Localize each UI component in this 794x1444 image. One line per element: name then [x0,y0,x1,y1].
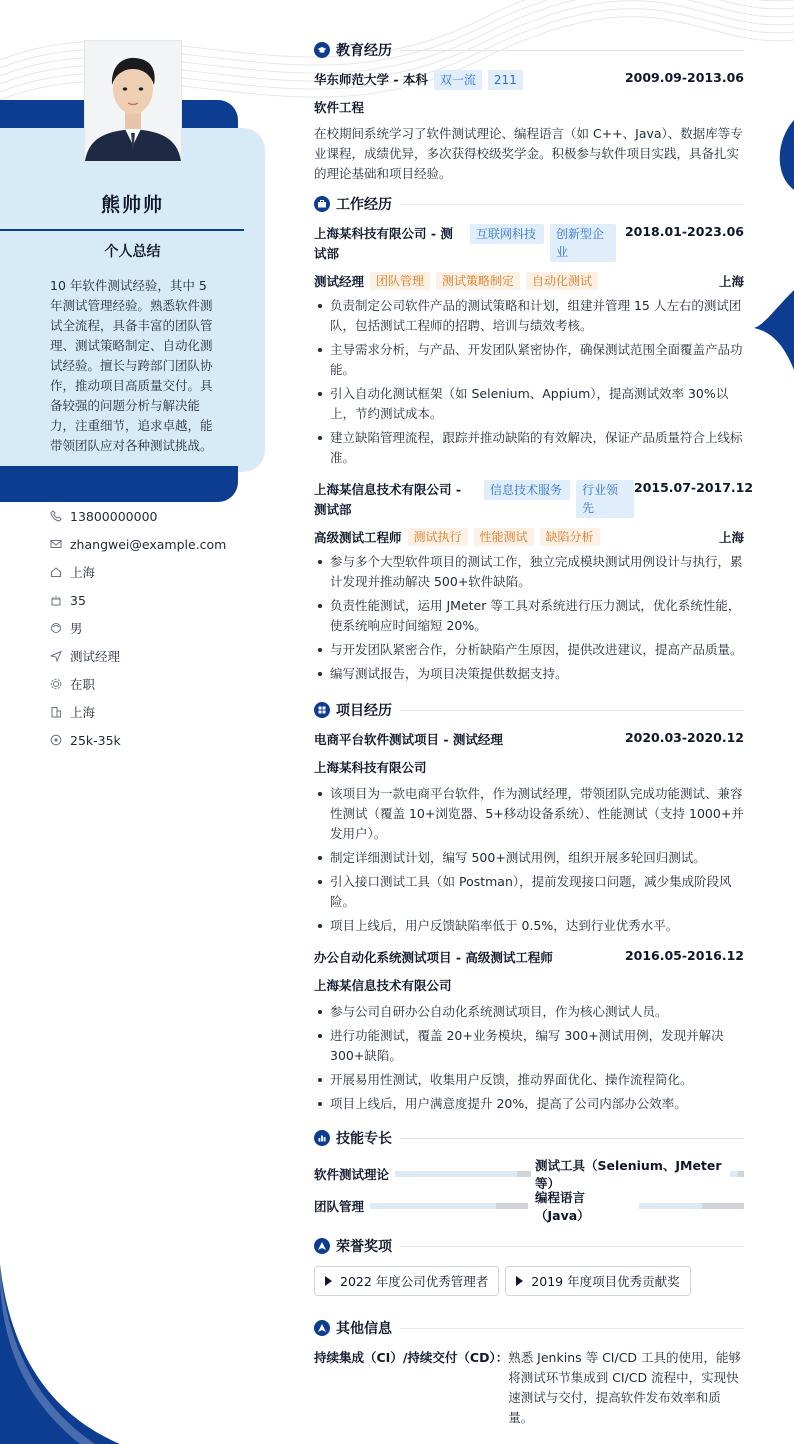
section-divider [400,1138,744,1139]
project-1-name: 电商平台软件测试项目 - 测试经理 [314,732,503,747]
skill-bar-fill [730,1171,738,1177]
project-2-name: 办公自动化系统测试项目 - 高级测试工程师 [314,950,553,965]
info-icon [314,1320,330,1336]
contact-position [50,642,270,670]
work-item-1-bullets [314,296,744,468]
contact-gender [50,614,270,642]
work-header [314,192,744,216]
skill-bar [370,1203,528,1209]
other-key: 持续集成（CI）/持续交付（CD）： [314,1350,509,1365]
skill-bar-fill [395,1171,517,1177]
project-2-head [314,948,744,966]
graduation-cap-icon [314,42,330,58]
projects-header [314,698,744,722]
project-1-head [314,730,744,748]
contact-work-city-value: 上海 [70,705,96,720]
work-section [314,192,754,684]
skill-name: 编程语言（Java） [535,1190,590,1223]
status-icon [50,678,62,690]
section-divider [400,204,744,205]
skills-header [314,1126,744,1150]
project-1-bullets [314,784,744,936]
education-date: 2009.09-2013.06 [624,70,744,85]
award-icon [314,1238,330,1254]
award-label: 2022 年度公司优秀管理者 [340,1274,489,1289]
gender-icon [50,622,62,634]
section-divider [400,710,744,711]
project-2-company: 上海某信息技术有限公司 [314,978,452,993]
project-1-company: 上海某科技有限公司 [314,760,427,775]
contact-age [50,586,270,614]
work-item-1-tag: 创新型企业 [550,224,616,262]
award-label: 2019 年度项目优秀贡献奖 [531,1274,680,1289]
work-item-2-head [314,480,754,520]
work-item-2-role-row [314,528,744,546]
work-item-1-role: 测试经理 [314,274,365,289]
work-title: 工作经历 [336,197,392,213]
work-item-2-date: 2015.07-2017.12 [634,480,754,495]
skills-title: 技能专长 [336,1131,392,1147]
award-item [314,1266,499,1296]
briefcase-icon [314,196,330,212]
work-item-2-role-tag: 测试执行 [408,528,468,546]
home-icon [50,566,62,578]
education-school-group [314,70,523,90]
other-row [314,1348,744,1428]
other-header [314,1316,744,1340]
work-item-2-role-group [314,528,600,546]
list-item: 引入接口测试工具（如 Postman），提前发现接口问题，减少集成阶段风险。 [314,872,744,912]
contact-status-value: 在职 [70,677,96,692]
education-tag: 211 [488,70,523,90]
play-icon [516,1276,523,1286]
awards-section [314,1234,744,1296]
age-icon [50,594,62,606]
contact-phone-value: 13800000000 [70,508,158,524]
list-item: 引入自动化测试框架（如 Selenium、Appium），提高测试效率 30%以上，节约测试成本。 [314,384,744,424]
contact-email [50,530,270,558]
send-icon [50,650,62,662]
list-item: 参与多个大型软件项目的测试工作，独立完成模块测试用例设计与执行，累计发现并推动解决 500+软件缺陷。 [314,552,744,592]
list-item: 项目上线后，用户满意度提升 20%，提高了公司内部办公效率。 [314,1094,744,1114]
work-item-2-role-tag: 缺陷分析 [540,528,600,546]
candidate-name: 熊帅帅 [100,194,164,216]
summary-title: 个人总结 [104,244,161,260]
skills-section [314,1126,744,1222]
section-divider [400,50,744,51]
work-item-1-company-group [314,224,616,264]
education-major [314,98,744,116]
grid-icon [314,702,330,718]
avatar [84,40,182,162]
contact-residence-value: 上海 [70,565,96,580]
salary-icon [50,734,62,746]
work-item-2-role-tag: 性能测试 [474,528,534,546]
list-item: 开展易用性测试，收集用户反馈，推动界面优化、操作流程简化。 [314,1070,744,1090]
work-item-1-tag: 互联网科技 [470,224,544,244]
list-item: 与开发团队紧密合作，分析缺陷产生原因，提供改进建议，提高产品质量。 [314,640,744,660]
work-item-1-role-tag: 团队管理 [370,272,430,290]
contact-list [50,502,270,754]
education-row [314,70,744,90]
list-item: 编写测试报告，为项目决策提供数据支持。 [314,664,744,684]
awards-list [314,1266,744,1296]
list-item: 项目上线后，用户反馈缺陷率低于 0.5%，达到行业优秀水平。 [314,916,744,936]
play-icon [325,1276,332,1286]
contact-gender-value: 男 [70,621,83,636]
contact-position-value: 测试经理 [70,649,121,664]
work-item-1-date: 2018.01-2023.06 [624,224,744,239]
decorative-right-shape [754,80,794,380]
contact-age-value: 35 [70,592,86,608]
building-icon [50,706,62,718]
phone-icon [50,510,62,522]
other-section [314,1316,744,1428]
project-2-bullets [314,1002,744,1114]
work-item-2-bullets [314,552,744,684]
contact-residence [50,558,270,586]
skill-name: 测试工具（Selenium、JMeter 等） [535,1158,722,1191]
skills-list [314,1158,744,1222]
education-section [314,38,744,184]
skill-bar [395,1171,531,1177]
work-item-2-tag: 行业领先 [576,480,634,518]
work-item-2-tag: 信息技术服务 [484,480,570,500]
contact-phone [50,502,270,530]
list-item: 主导需求分析，与产品、开发团队紧密协作，确保测试范围全面覆盖产品功能。 [314,340,744,380]
other-title: 其他信息 [336,1321,392,1337]
work-item-1-head [314,224,744,264]
work-item-1-role-tag: 测试策略制定 [436,272,520,290]
awards-title: 荣誉奖项 [336,1239,392,1255]
right-column [314,38,754,1428]
education-desc: 在校期间系统学习了软件测试理论、编程语言（如 C++、Java）、数据库等专业课程，成绩优异，多次获得校级奖学金。积极参与软件项目实践，具备扎实的理论基础和项目经验。 [314,126,743,181]
skill-bar [639,1203,744,1209]
list-item: 制定详细测试计划，编写 500+测试用例，组织开展多轮回归测试。 [314,848,744,868]
award-item [505,1266,690,1296]
skill-item [535,1190,744,1222]
work-item-2-city: 上海 [718,530,744,545]
list-item: 参与公司自研办公自动化系统测试项目，作为核心测试人员。 [314,1002,744,1022]
skill-item [314,1158,535,1190]
list-item: 负责制定公司软件产品的测试策略和计划，组建并管理 15 人左右的测试团队，包括测试工程师的招聘、培训与绩效考核。 [314,296,744,336]
project-1-date: 2020.03-2020.12 [624,730,744,745]
work-item-2-role: 高级测试工程师 [314,530,402,545]
projects-title: 项目经历 [336,703,392,719]
contact-status [50,670,270,698]
summary-text: 10 年软件测试经验，其中 5 年测试管理经验。熟悉软件测试全流程，具备丰富的团队管理、测试策略制定、自动化测试经验。擅长与跨部门团队协作，推动项目高质量交付。具备较强的问题分析与解决能力，注重细节，追求卓越，能带领团队应对各种测试挑战。 [50,278,213,453]
awards-header [314,1234,744,1258]
list-item: 进行功能测试，覆盖 20+业务模块，编写 300+测试用例，发现并解决 300+缺陷。 [314,1026,744,1066]
skill-item [314,1190,535,1222]
project-1-company-row [314,758,744,776]
skill-name: 软件测试理论 [314,1167,390,1182]
mail-icon [50,538,62,550]
skill-item [535,1158,744,1190]
avatar-photo-icon [85,41,181,161]
work-item-2-company: 上海某信息技术有限公司 - 测试部 [314,482,462,517]
project-2-company-row [314,976,744,994]
skill-bar-fill [639,1203,702,1209]
list-item: 负责性能测试，运用 JMeter 等工具对系统进行压力测试，优化系统性能，使系统响应时间缩短 20%。 [314,596,744,636]
left-column [0,0,300,1444]
contact-salary [50,726,270,754]
work-item-1-city: 上海 [718,274,744,289]
skill-bar [730,1171,744,1177]
education-tag: 双一流 [434,70,482,90]
list-item: 建立缺陷管理流程，跟踪并推动缺陷的有效解决，保证产品质量符合上线标准。 [314,428,744,468]
list-item: 该项目为一款电商平台软件，作为测试经理，带领团队完成功能测试、兼容性测试（覆盖 10+浏览器、5+移动设备系统）、性能测试（支持 1000+并发用户）。 [314,784,744,844]
education-header [314,38,744,62]
work-item-1-company: 上海某科技有限公司 - 测试部 [314,226,453,261]
decorative-band-bottom [0,466,238,502]
contact-work-city [50,698,270,726]
section-divider [400,1246,744,1247]
other-value: 熟悉 Jenkins 等 CI/CD 工具的使用，能够将测试环节集成到 CI/CD 流程中，实现快速测试与交付，提高软件发布效率和质量。 [508,1350,742,1425]
work-item-1-role-row [314,272,744,290]
work-item-2-company-group [314,480,634,520]
skill-bar-fill [370,1203,496,1209]
work-item-1-role-group [314,272,598,290]
education-title: 教育经历 [336,43,392,59]
name-underline [0,229,244,231]
work-item-1-role-tag: 自动化测试 [526,272,598,290]
section-divider [400,1328,744,1329]
project-2-date: 2016.05-2016.12 [624,948,744,963]
skill-name: 团队管理 [314,1199,365,1214]
education-school: 华东师范大学 - 本科 [314,72,428,87]
education-major-text: 软件工程 [314,100,365,115]
bar-chart-icon [314,1130,330,1146]
contact-email-value: zhangwei@example.com [70,536,227,552]
contact-salary-value: 25k-35k [70,732,121,748]
projects-section [314,698,744,1114]
